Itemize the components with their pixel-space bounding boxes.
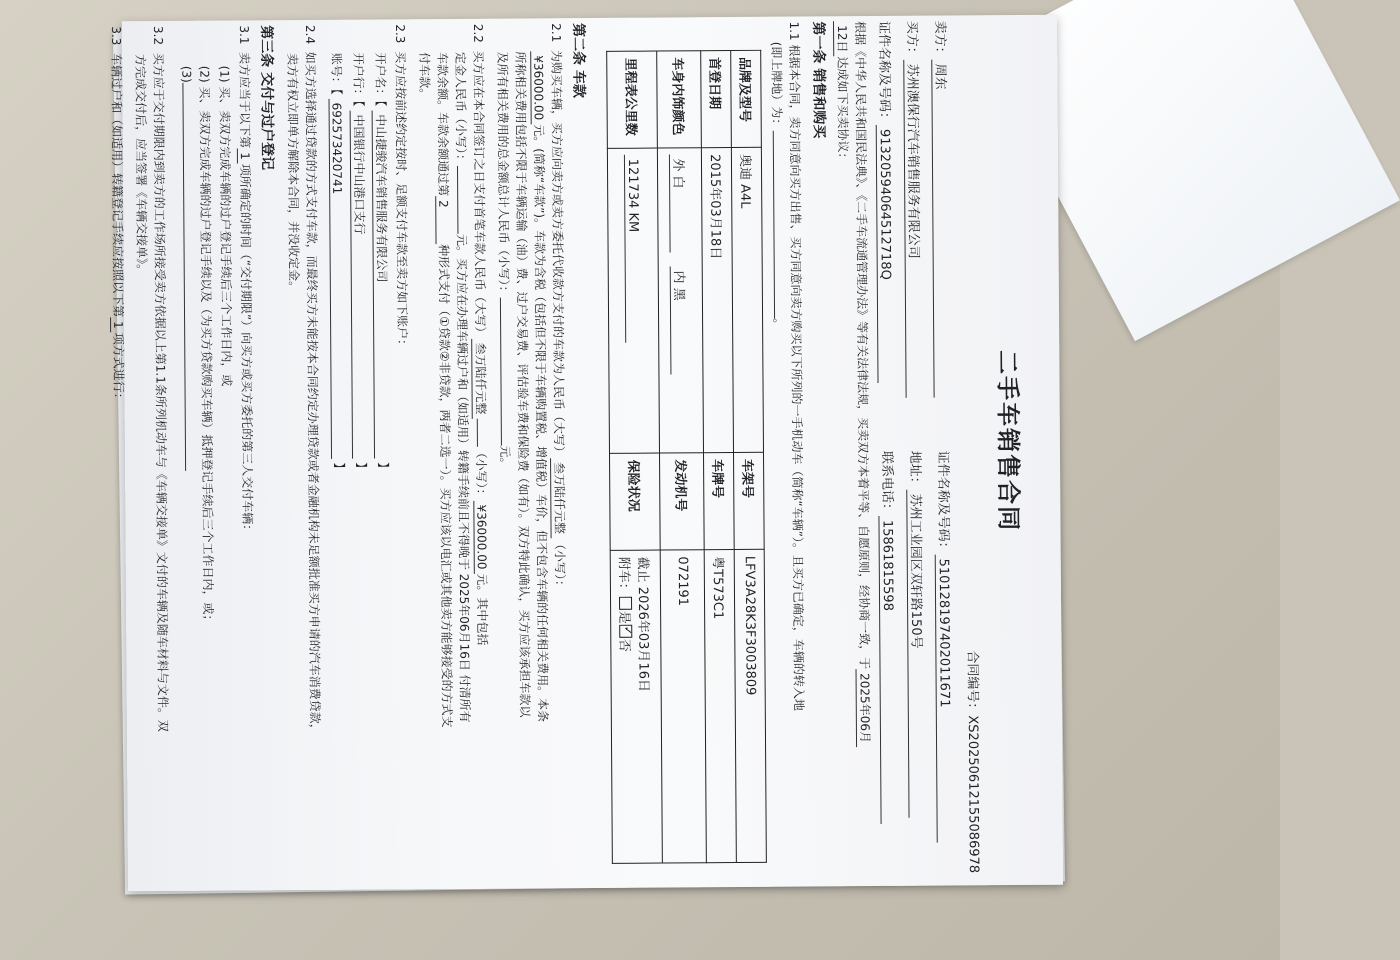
art3-1-option-2: (2) 买、卖双方完成车辆的过户登记手续以及（为买方贷款购买车辆）抵押登记手续后三个工作日内，或； [197,65,216,627]
brand-value: 奥迪 A4L [731,147,763,452]
insurance-attached [616,557,637,857]
color-value [657,148,703,453]
buyer-label: 买方： [903,20,920,60]
art2-2-b: （小写）： [473,446,489,501]
buyer-id-label: 证件名称及号码： [875,20,892,126]
art2-4-line-1 [302,25,324,736]
art3-3-selected: 1 [110,317,125,333]
art1-1-text2: (即上牌地）为： [769,41,784,131]
buyer-id-value: 91320594064512718Q [876,125,894,383]
color-label: 车身内饰颜色 [657,51,702,148]
article-3-title: 第三条 交付与过户登记 [258,25,276,171]
basis-date: 2025年06月 [856,669,875,747]
art3-1-a: 卖方应当于以下第 [237,52,252,149]
contract-no-label: 合同编号： [964,650,980,716]
art2-1-d: 元。(简称“车款”)。车款为含税（包括但不限于车辆购置税、增值税）车价，但不包含车辆的任何相关费用。本条 [531,124,550,723]
buyer-addr-line [906,451,929,818]
art2-1-num: 2.1 [548,23,564,43]
doc-title: 二手车销售合同 [993,350,1023,533]
seller-value: 周东 [931,60,953,398]
art3-1-num: 3.1 [237,25,252,45]
table-row [701,51,737,863]
inner-color: 内 黑 [670,266,691,374]
plate-label: 车牌号 [704,453,735,550]
art2-2-a: 买方应在本合同签订之日支付首笔车款人民币（大写） [471,50,488,339]
buyer-id-line [875,21,898,383]
art2-4-a: 如买方选择通过贷款的方式支付车款，而最终买方未能按本合同约定办理贷款或者金融机构未足额批准买方申请的汽车消费贷款， [303,51,322,736]
art2-2-f: 元。买方应在办理车辆过户和（如适用）转籍手续前且不得晚于 2025年06月16日 付清所有 [454,233,472,723]
engine-label: 发动机号 [660,453,705,550]
art3-3-num: 3.3 [109,26,124,46]
art2-2-amount-cn: 叁万陆仟元整 [471,338,490,418]
art2-1-line-4 [494,52,514,470]
art2-1-amount-cn: 叁万陆仟元整 [550,458,569,538]
vin-value: LFV3A28K3F3003809 [734,549,766,862]
art3-2-line-2: 方完成交付后，应当签署《车辆交接单》。 [133,54,149,277]
art2-1-a: 为购买车辆，买方应向卖方或卖方委托代收款方支付的车款为人民币（大写） [549,49,567,459]
art2-2-i: 种形式支付（①贷款②非贷款，两者二选一）。买方应该以电汇或其他卖方能够接受的方式支 [436,244,454,728]
account-name-line: 开户名：【 中山捷骏汽车销售服务有限公司 】 [373,52,391,475]
art2-3-line-1 [392,24,411,351]
seller-line [931,20,954,397]
total-amount-blank [500,298,502,446]
seller-id-line [934,450,957,842]
account-name-value: 中山捷骏汽车销售服务有限公司 [372,110,392,458]
account-name-label: 开户名： [373,52,388,101]
art2-2-e: 定金人民币（小写）： [453,51,468,166]
buyer-phone-label: 联系电话： [878,450,895,517]
buyer-value: 苏州澳保行汽车销售服务有限公司 [903,60,925,398]
basis-text-1: 根据《中华人民共和国民法典》、《二手车流通管理办法》等有关法律法规，买卖双方本着平等、自愿原则，经协商一致，于 [852,21,872,670]
buyer-phone-line [878,451,901,824]
account-no-value: 692573420741 [329,99,347,459]
insurance-expiry: 截止 2026年03月16日 [635,556,652,693]
plate-location-blank [773,130,775,318]
art1-1-line [786,22,808,711]
art2-2-blank [477,419,478,447]
art3-1-option-3 [179,66,196,471]
option-3-blank [182,83,186,471]
plate-value: 粤T573C1 [704,550,736,863]
attached-label: 附车： [616,556,632,596]
art2-1-b: （小写）： [552,537,567,593]
mileage-value [607,148,659,453]
payment-form: 2 [435,196,450,244]
art2-4-line-2: 卖方有权立即单方解除本合同，并没收定金。 [285,53,301,294]
art1-1-line-2 [768,42,787,331]
account-no-label: 账号： [329,52,344,89]
art2-4-num: 2.4 [303,24,318,45]
insurance-value [610,550,662,863]
engine-value: 072191 [660,550,706,863]
art3-1-line [236,25,257,536]
art2-3-num: 2.3 [393,24,408,44]
basis-day: 12日 [833,21,851,56]
art2-2-amount: ¥36000.00 [473,501,489,574]
art2-2-d: 元。其中包括 [474,573,490,646]
art3-2-num: 3.2 [151,25,166,46]
art3-1-option-3-label: (3) [179,65,194,83]
buyer-phone-value: 15861815598 [878,516,896,824]
art2-1-amount: ¥36000.00 [530,51,546,124]
buyer-addr-label: 地址： [906,450,923,490]
art1-1-end: 。 [771,318,786,331]
mileage-label: 里程表公里数 [607,51,658,148]
art2-1-line-3: 所称相关费用包括不限于车辆运输（油）费、过户交易费、评估验车费和保险费（如有）。双方特此确认，买方应该承担车款以 [513,51,532,718]
art1-1-text: 1.1 根据本合同，卖方同意向买方出售、买方同意向卖方购买以下所列的一手机动车（简称“车辆”）。且买方已确定，车辆的转入地 [786,21,806,711]
vehicle-table [606,50,767,864]
bank-label: 开户行： [351,52,366,101]
art2-1-g: 元。 [497,445,513,470]
art3-3-line [108,26,128,405]
contract-document [109,20,1033,886]
art2-2-line-4: 付车款。 [417,52,432,101]
article-2-title: 第二条 车款 [569,23,587,99]
mileage-number: 121734 KM [624,155,641,343]
art3-1-b: 项所确定的时间（“交付期限”）向买方或买方委托的第三人交付车辆： [237,163,255,537]
table-row [607,51,663,863]
art2-3-a: 买方应按前述约定按时、足额支付车款至卖方如下账户： [393,51,410,352]
first-reg-value: 2015年03月18日 [701,148,733,453]
brand-label: 品牌及型号 [731,50,762,147]
seller-id-label: 证件名称及号码： [934,450,951,555]
article-1-title: 第一条 销售和购买 [809,21,827,139]
first-reg-label: 首登日期 [701,51,732,148]
seller-id-value: 510128197402011671 [935,555,953,843]
basis-text-2: 达成如下买卖协议： [835,56,850,165]
bank-line: 开户行：【 中国银行中山港口支行 】 [351,52,369,475]
table-row [731,50,767,862]
basis-line-1 [851,21,874,747]
insurance-label: 保险状况 [610,453,661,550]
no-label: 否 [616,638,632,652]
account-no-line: 账号：【 692573420741 】 [329,52,347,475]
art3-2-line-1 [150,26,172,732]
art3-3-a: 车辆过户和（如适用）转籍登记手续应按照以下第 [109,53,126,318]
seller-label: 卖方： [931,20,948,60]
art3-1-selected: 1 [237,148,252,164]
contract-no-value: XS20250612155086978 [964,715,981,874]
buyer-line [903,21,926,398]
yes-label: 是 [616,610,632,624]
vin-label: 车架号 [734,452,765,549]
basis-line-2 [833,21,852,164]
contract-no [964,650,985,873]
art2-1-f: 及所有相关费用的总金额总计人民币（小写）： [495,51,511,298]
contract-paper [109,15,1063,892]
art2-2-num: 2.2 [471,23,486,43]
checkbox-yes[interactable] [620,597,633,610]
art3-3-b: 项方式进行： [111,332,126,405]
outer-color: 外 白 [669,154,690,252]
bank-value: 中国银行中山港口支行 [350,110,370,458]
checkbox-no[interactable] [620,625,633,638]
art3-1-option-1: (1) 买、卖双方完成车辆的过户登记手续后三个工作日内，或 [217,65,234,387]
table-row [657,51,707,863]
deposit-blank [457,166,458,234]
art2-2-g: 车款余额。车款余额通过第 [435,51,451,197]
art3-2-a: 买方应于交付期限内到卖方的工作场所接受卖方依据以上第1.1条所列机动车与《车辆交接单》文付的车辆及随车材料与文件。双 [151,52,170,732]
buyer-addr-value: 苏州工业园区双轩路150号 [906,490,928,818]
